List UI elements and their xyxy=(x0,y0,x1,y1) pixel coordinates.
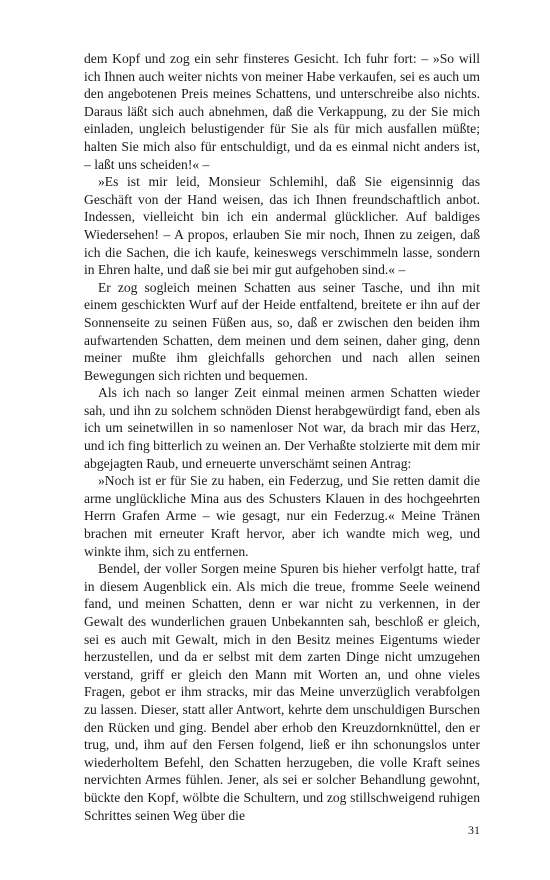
paragraph-continuation: dem Kopf und zog ein sehr finsteres Gesicht. Ich fuhr fort: – »So will ich Ihnen auch weiter nichts von meiner Habe verkaufen, sei es auch um den angebotenen Preis meines Schattens, und unterschreibe also nichts. Daraus läßt sich auch abnehmen, daß die Verkappung, zu der Sie mich einladen, ungleich belustigender für Sie als für mich ausfallen müßte; halten Sie mich also für entschuldigt, und da es einmal nicht anders ist, – laßt uns scheiden!« – xyxy=(84,51,480,172)
paragraph: »Es ist mir leid, Monsieur Schlemihl, daß Sie eigensinnig das Geschäft von der Hand weisen, das ich Ihnen freundschaftlich anbot. Indessen, vielleicht bin ich ein andermal glücklicher. Auf baldiges Wiedersehen! – A propos, erlauben Sie mir noch, Ihnen zu zeigen, daß ich die Sachen, die ich kaufe, keineswegs verschimmeln lasse, sondern in Ehren halte, und daß sie bei mir gut aufgehoben sind.« – xyxy=(84,174,480,278)
paragraph: Er zog sogleich meinen Schatten aus seiner Tasche, und ihn mit einem geschickten Wurf auf der Heide entfaltend, breitete er ihn auf der Sonnenseite zu seinen Füßen aus, so, daß er zwischen den beiden ihm aufwartenden Schatten, dem meinen und dem seinen, daher ging, denn meiner mußte ihm gleichfalls gehorchen und nach allen seinen Bewegungen sich richten und bequemen. xyxy=(84,279,480,383)
paragraph: »Noch ist er für Sie zu haben, ein Federzug, und Sie retten damit die arme unglückliche Mina aus des Schusters Klauen in des hochgeehrten Herrn Grafen Arme – wie gesagt, nur ein Federzug.« Meine Tränen brachen mit erneuter Kraft hervor, aber ich wandte mich weg, und winkte ihm, sich zu entfernen. xyxy=(84,473,480,559)
body-text xyxy=(84,50,480,824)
page-number: 31 xyxy=(468,823,480,837)
paragraph: Als ich nach so langer Zeit einmal meinen armen Schatten wieder sah, und ihn zu solchem schnöden Dienst herabgewürdigt fand, eben als ich um seinetwillen in so namenloser Not war, da brach mir das Herz, und ich fing bitterlich zu weinen an. Der Verhaßte stolzierte mit dem mir abgejagten Raub, und erneuerte unverschämt seinen Antrag: xyxy=(84,385,480,471)
paragraph: Bendel, der voller Sorgen meine Spuren bis hieher verfolgt hatte, traf in diesem Augenblick ein. Als mich die treue, fromme Seele weinend fand, und meinen Schatten, denn er war nicht zu verkennen, in der Gewalt des wunderlichen grauen Unbekannten sah, beschloß er gleich, sei es auch mit Gewalt, mich in den Besitz meines Eigentums wieder herzustellen, und da er selbst mit dem zarten Dinge nicht umzugehen verstand, griff er gleich den Mann mit Worten an, und ohne vieles Fragen, gebot er ihm stracks, mir das Meine unverzüglich verabfolgen zu lassen. Dieser, statt aller Antwort, kehrte dem unschuldigen Burschen den Rücken und ging. Bendel aber erhob den Kreuzdornknüttel, den er trug, und, ihm auf den Fersen folgend, ließ er ihn schonungslos unter wiederholtem Befehl, den Schatten herzugeben, die volle Kraft seines nervichten Armes fühlen. Jener, als sei er solcher Behandlung gewohnt, bückte den Kopf, wölbte die Schultern, und zog stillschweigend ruhigen Schrittes seinen Weg über die xyxy=(84,561,480,823)
